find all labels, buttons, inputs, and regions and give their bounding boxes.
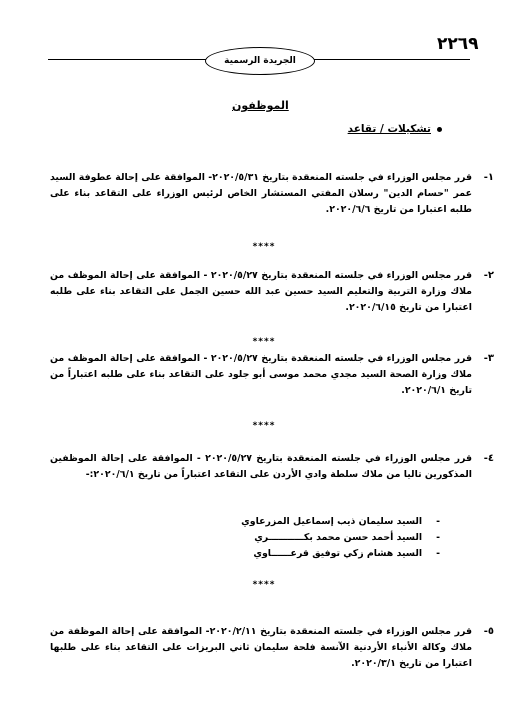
list-item [241,546,440,562]
item-number: ٣- [483,353,494,364]
item-number: ٢- [483,270,494,281]
list-item [241,530,440,546]
list-dash: - [436,548,440,559]
decision-item [50,170,494,217]
list-dash: - [436,516,440,527]
retiree-name: السيد سليمان ذيب إسماعيل المزرعاوي [241,516,423,527]
item-number: ٤- [483,453,494,464]
page-number: ٢٢٦٩ [437,34,479,54]
decision-item [50,268,494,315]
decision-item [50,624,494,671]
decision-item [50,451,494,483]
subsection-title: تشكيلات / تقاعد [347,123,431,135]
retiree-name-list [241,514,440,562]
separator-stars: **** [252,421,276,431]
item-text: قرر مجلس الوزراء في جلسته المنعقدة بتاريخ ٢٠٢٠/٥/٣١- الموافقة على إحالة عطوفة السيد عمر "حسام الدين" رسلان المفتي المستشار الخاص لرئيس الوزراء على التقاعد بناء على طلبه اعتبارا من تاريخ ٢٠٢٠/٦/٦. [50,172,473,215]
gazette-title: الجريدة الرسمية [224,56,296,66]
retiree-name: السيد أحمد حسن محمد بكـــــــــــري [254,532,423,543]
item-text: قرر مجلس الوزراء في جلسته المنعقدة بتاريخ ٢٠٢٠/٥/٢٧ - الموافقة على إحالة الموظفين المذكورين تاليا من ملاك سلطة وادي الأردن على التقاعد اعتباراً من تاريخ ٢٠٢٠/٦/١:- [50,453,472,480]
item-text: قرر مجلس الوزراء في جلسته المنعقدة بتاريخ ٢٠٢٠/٢/١١- الموافقة على إحالة الموظفة من ملاك وكالة الأنباء الأردنية الآنسة فلحة سليمان ثاني البريزات على التقاعد بناء على طلبها اعتبارا من تاريخ ٢٠٢٠/٣/١. [50,626,472,669]
list-item [241,514,440,530]
retiree-name: السيد هشام زكي توفيق قرعــــــاوي [253,548,423,559]
separator-stars: **** [252,337,276,347]
subsection-heading [348,123,442,135]
list-dash: - [436,532,440,543]
decision-item [50,351,494,398]
separator-stars: **** [252,580,276,590]
gazette-title-oval [205,47,315,75]
item-number: ٥- [483,626,494,637]
section-title: الموظفون [232,99,289,112]
item-text: قرر مجلس الوزراء في جلسته المنعقدة بتاريخ ٢٠٢٠/٥/٢٧ - الموافقة على إحالة الموظف من ملاك وزارة التربية والتعليم السيد حسين عبد الله حسين الجمل على التقاعد بناء على طلبه اعتبارا من تاريخ ٢٠٢٠/٦/١٥. [50,270,473,313]
separator-stars: **** [252,242,276,252]
bullet-icon [437,127,442,132]
item-text: قرر مجلس الوزراء في جلسته المنعقدة بتاريخ ٢٠٢٠/٥/٢٧ - الموافقة على إحالة الموظف من ملاك وزارة الصحة السيد مجدي محمد موسى أبو جلود على التقاعد بناء على طلبه اعتباراً من تاريخ ٢٠٢٠/٦/١. [50,353,473,396]
item-number: ١- [483,172,494,183]
